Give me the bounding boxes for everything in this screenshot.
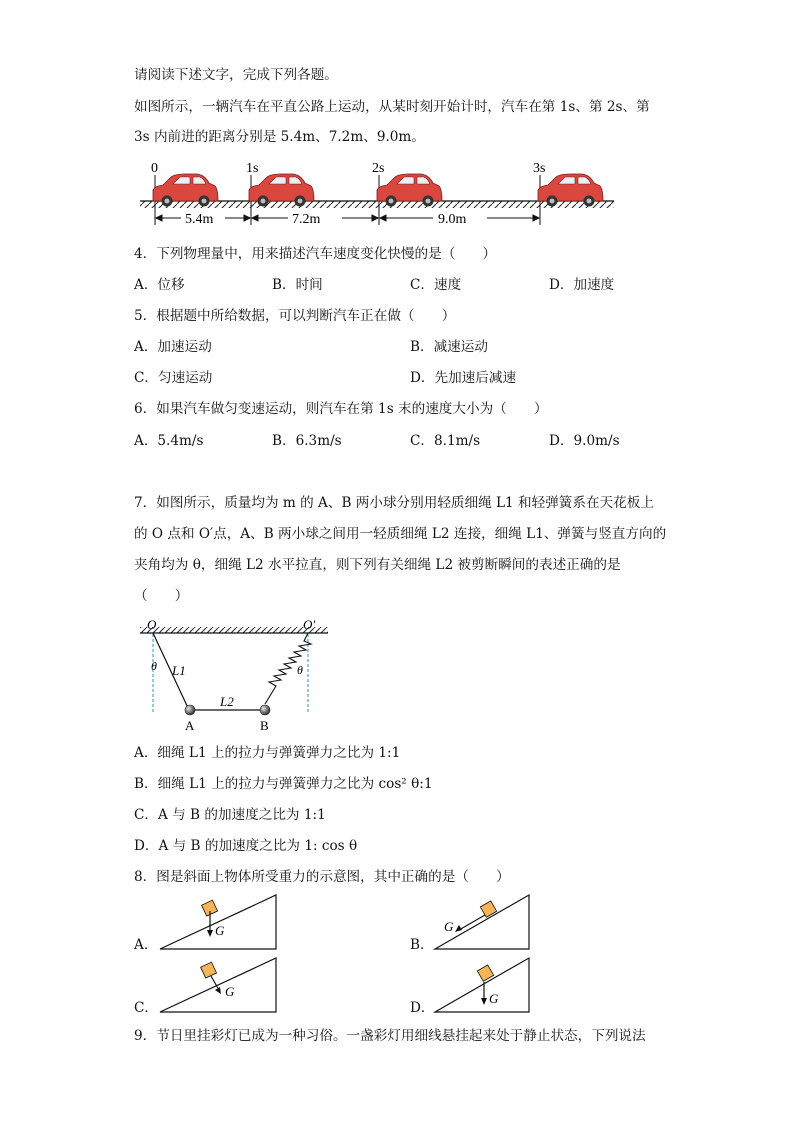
distance-label: 7.2m [292, 212, 321, 227]
ball-b [260, 705, 270, 715]
q5-option-d: D．先加速后减速 [410, 370, 517, 386]
time-label: 2s [372, 161, 385, 176]
l2-label: L2 [220, 694, 234, 709]
incline-figure-a [158, 893, 280, 953]
ball-a [185, 705, 195, 715]
q7-option-a: A．细绳 L1 上的拉力与弹簧弹力之比为 1:1 [134, 745, 401, 761]
q6-option-c: C．8.1m/s [410, 433, 481, 449]
theta-label-right: θ [297, 663, 303, 677]
q8-option-a-label: A． [134, 937, 158, 953]
q7-option-c: C．A 与 B 的加速度之比为 1:1 [134, 807, 326, 823]
spring [265, 633, 311, 704]
incline-figure-c [158, 956, 280, 1016]
time-label: 1s [246, 161, 259, 176]
theta-label-left: θ [151, 659, 157, 673]
road-hatching [140, 201, 614, 208]
gravity-label: G [489, 991, 499, 1006]
q4-option-a: A．位移 [134, 277, 185, 293]
car-motion-figure [135, 155, 625, 230]
q8-option-b-label: B． [410, 937, 434, 953]
q4-stem: 4．下列物理量中，用来描述汽车速度变化快慢的是（ ） [134, 246, 497, 262]
point-o-label: O [147, 617, 157, 632]
intro-line-2: 如图所示，一辆汽车在平直公路上运动，从某时刻开始计时，汽车在第 1s、第 2s、第 [134, 99, 650, 115]
distance-label: 9.0m [438, 212, 467, 227]
time-label: 0 [151, 161, 158, 176]
q7-line-3: 夹角均为 θ，细绳 L2 水平拉直，则下列有关细绳 L2 被剪断瞬间的表述正确的是 [134, 557, 621, 573]
string-spring-figure [140, 616, 335, 734]
q8-option-d-label: D． [410, 1000, 435, 1016]
incline-figure-b [433, 893, 533, 953]
l1-label: L1 [172, 663, 186, 678]
time-label: 3s [533, 161, 546, 176]
q9-stem: 9．节日里挂彩灯已成为一种习俗。一盏彩灯用细线悬挂起来处于静止状态，下列说法 [134, 1028, 646, 1044]
gravity-label: G [444, 919, 454, 934]
q7-line-4: （ ） [134, 588, 189, 604]
q6-stem: 6．如果汽车做匀变速运动，则汽车在第 1s 末的速度大小为（ ） [134, 401, 548, 417]
q4-option-d: D．加速度 [549, 277, 615, 293]
q6-option-b: B．6.3m/s [272, 433, 342, 449]
q7-line-2: 的 O 点和 O′点，A、B 两小球之间用一轻质细绳 L2 连接，细绳 L1、弹簧与竖直方向的 [134, 526, 667, 542]
intro-line-3: 3s 内前进的距离分别是 5.4m、7.2m、9.0m。 [134, 129, 425, 145]
q7-option-d: D．A 与 B 的加速度之比为 1: cos θ [134, 838, 358, 854]
q6-option-a: A．5.4m/s [134, 433, 204, 449]
q7-line-1: 7．如图所示，质量均为 m 的 A、B 两小球分别用轻质细绳 L1 和轻弹簧系在天花板上 [134, 495, 654, 511]
q7-option-b: B．细绳 L1 上的拉力与弹簧弹力之比为 cos² θ:1 [134, 776, 433, 792]
b-label: B [260, 718, 269, 733]
q6-option-d: D．9.0m/s [549, 433, 620, 449]
gravity-label: G [215, 923, 225, 938]
incline-figure-d [433, 956, 533, 1016]
q5-stem: 5．根据题中所给数据，可以判断汽车正在做（ ） [134, 308, 456, 324]
ceiling-hatching [140, 627, 328, 633]
intro-line-1: 请阅读下述文字，完成下列各题。 [134, 67, 338, 83]
point-o-prime-label: O′ [303, 617, 316, 632]
gravity-label: G [225, 984, 235, 999]
q8-option-c-label: C． [134, 1000, 158, 1016]
q5-option-a: A．加速运动 [134, 339, 212, 355]
distance-label: 5.4m [185, 212, 214, 227]
q4-option-c: C．速度 [410, 277, 462, 293]
a-label: A [185, 718, 195, 733]
q5-option-b: B．减速运动 [410, 339, 488, 355]
q5-option-c: C．匀速运动 [134, 370, 213, 386]
q4-option-b: B．时间 [272, 277, 323, 293]
q8-stem: 8．图是斜面上物体所受重力的示意图，其中正确的是（ ） [134, 869, 510, 885]
